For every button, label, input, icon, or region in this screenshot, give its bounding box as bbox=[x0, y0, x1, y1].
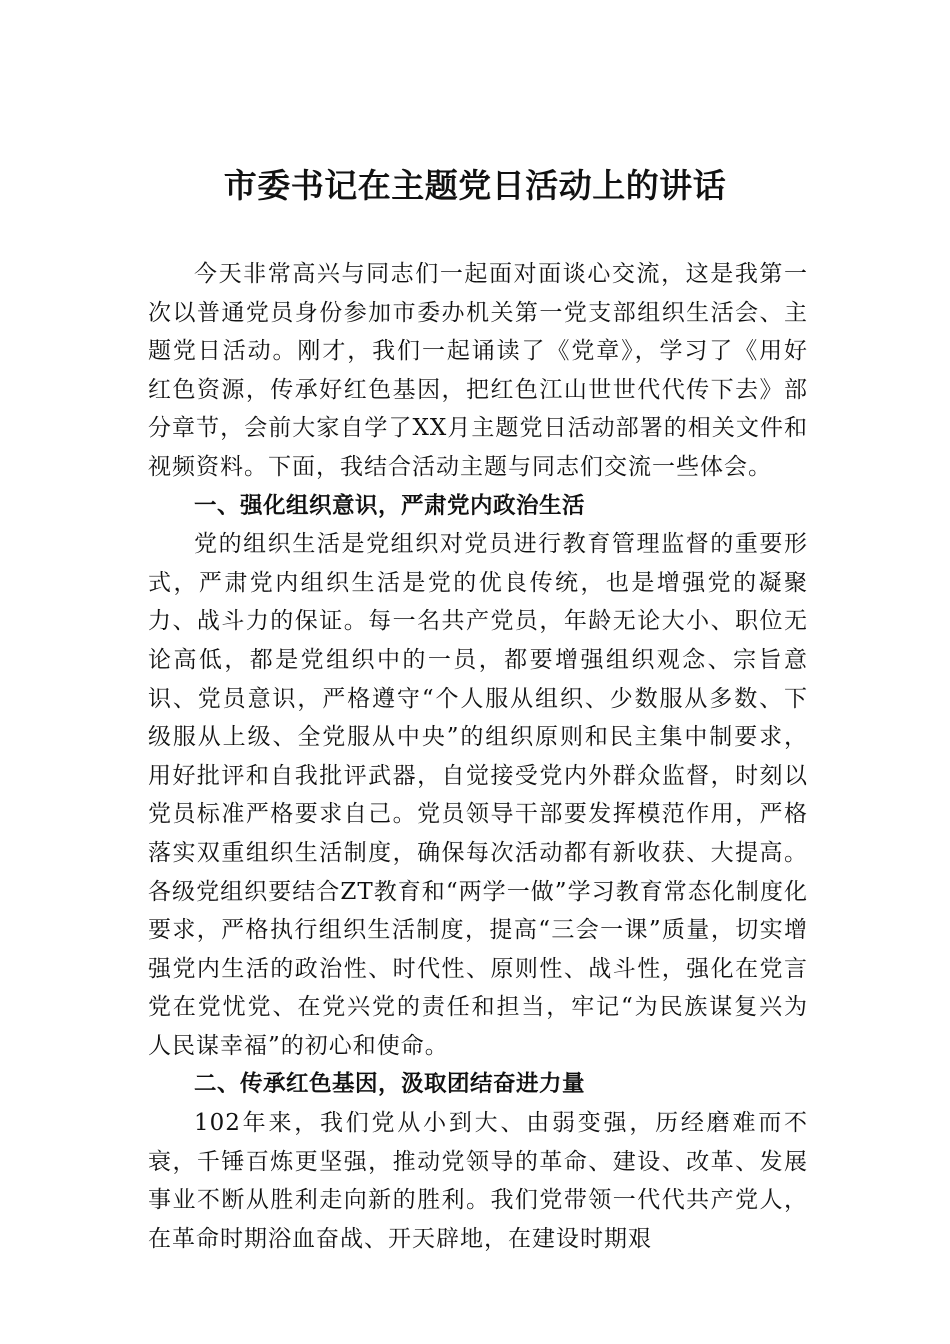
document-body bbox=[148, 255, 808, 1258]
section-heading-1: 一、强化组织意识，严肃党内政治生活 bbox=[194, 492, 586, 519]
section-2-paragraph: 102年来，我们党从小到大、由弱变强，历经磨难而不衰，千锤百炼更坚强，推动党领导的革命、建设、改革、发展事业不断从胜利走向新的胜利。我们党带领一代代共产党人，在革命时期浴血奋战、开天辟地，在建设时期艰 bbox=[148, 1110, 808, 1252]
document-title: 市委书记在主题党日活动上的讲话 bbox=[223, 166, 727, 205]
section-1-paragraph: 党的组织生活是党组织对党员进行教育管理监督的重要形式，严肃党内组织生活是党的优良传统，也是增强党的凝聚力、战斗力的保证。每一名共产党员，年龄无论大小、职位无论高低，都是党组织中的一员，都要增强组织观念、宗旨意识、党员意识，严格遵守“个人服从组织、少数服从多数、下级服从上级、全党服从中央”的组织原则和民主集中制要求，用好批评和自我批评武器，自觉接受党内外群众监督，时刻以党员标准严格要求自己。党员领导干部要发挥模范作用，严格落实双重组织生活制度，确保每次活动都有新收获、大提高。各级党组织要结合ZT教育和“两学一做”学习教育常态化制度化要求，严格执行组织生活制度，提高“三会一课”质量，切实增强党内生活的政治性、时代性、原则性、战斗性，强化在党言党在党忧党、在党兴党的责任和担当，牢记“为民族谋复兴为人民谋幸福”的初心和使命。 bbox=[148, 531, 808, 1059]
intro-paragraph: 今天非常高兴与同志们一起面对面谈心交流，这是我第一次以普通党员身份参加市委办机关第一党支部组织生活会、主题党日活动。刚才，我们一起诵读了《党章》，学习了《用好红色资源，传承好红色基因，把红色江山世世代代传下去》部分章节，会前大家自学了XX月主题党日活动部署的相关文件和视频资料。下面，我结合活动主题与同志们交流一些体会。 bbox=[148, 261, 808, 480]
section-heading-2: 二、传承红色基因，汲取团结奋进力量 bbox=[194, 1071, 586, 1098]
